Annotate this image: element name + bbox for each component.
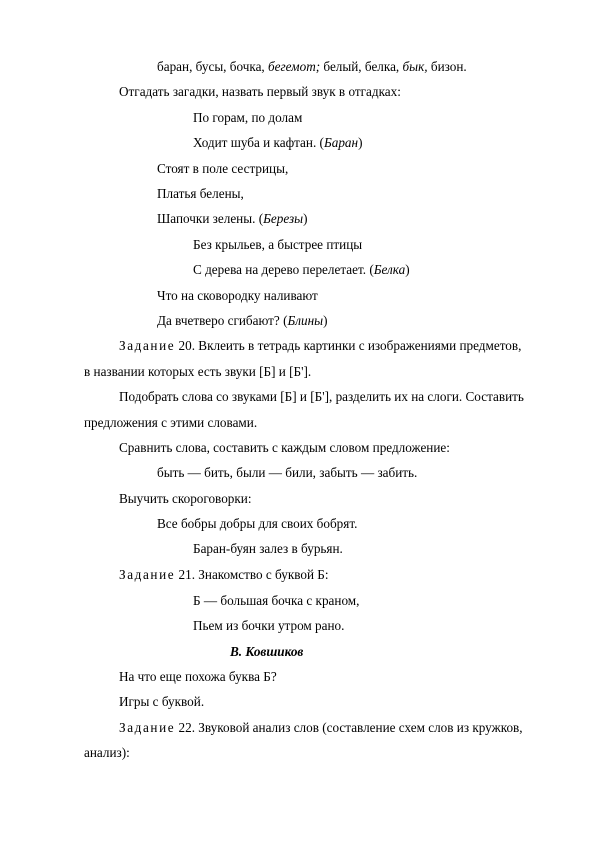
riddle-line: Стоят в поле сестрицы, [157,161,289,176]
task-label: Задание [119,567,176,582]
poem-line: Пьем из бочки утром рано. [193,618,345,633]
text-line: Отгадать загадки, назвать первый звук в отгадках: [119,84,401,99]
text-line: Подобрать слова со звуками [Б] и [Б'], разделить их на слоги. Составить [119,389,524,404]
text-line: предложения с этими словами. [84,415,258,430]
riddle-line: По горам, по долам [193,110,303,125]
riddle-line: Да вчетверо сгибают? (Блины) [157,313,328,328]
riddle-line: Шапочки зелены. (Березы) [157,211,308,226]
text-line: Игры с буквой. [119,694,205,709]
tongue-twister: Баран-буян залез в бурьян. [193,541,343,556]
text-line: На что еще похожа буква Б? [119,669,277,684]
riddle-line: Без крыльев, а быстрее птицы [193,237,363,252]
text-line: Выучить скороговорки: [119,491,252,506]
text-line: анализ): [84,745,130,760]
task-heading: Задание 20. Вклеить в тетрадь картинки с изображениями предметов, [119,338,522,353]
task-heading: Задание 22. Звуковой анализ слов (составление схем слов из кружков, [119,720,523,735]
riddle-line: С дерева на дерево перелетает. (Белка) [193,262,410,277]
riddle-line: Платья белены, [157,186,244,201]
riddle-line: Что на сковородку наливают [157,288,318,303]
riddle-line: Ходит шуба и кафтан. (Баран) [193,135,363,150]
tongue-twister: Все бобры добры для своих бобрят. [157,516,358,531]
text-line: в названии которых есть звуки [Б] и [Б']. [84,364,312,379]
task-heading: Задание 21. Знакомство с буквой Б: [119,567,329,582]
text-line: быть — бить, были — били, забыть — забить. [157,465,418,480]
task-label: Задание [119,338,176,353]
poem-line: Б — большая бочка с краном, [193,593,360,608]
text-line: Сравнить слова, составить с каждым словом предложение: [119,440,450,455]
text-line: баран, бусы, бочка, бегемот; белый, белка, бык, бизон. [157,59,467,74]
task-label: Задание [119,720,176,735]
poem-author: В. Ковшиков [230,644,304,659]
